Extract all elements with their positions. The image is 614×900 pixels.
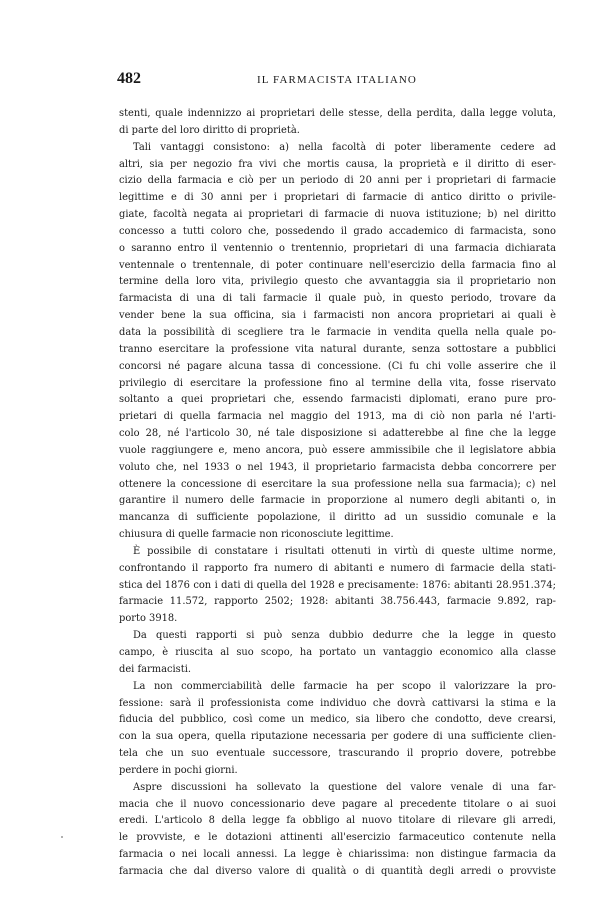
- text-line: con la sua opera, quella riputazione necessaria per godere di una sufficiente clien-: [119, 731, 556, 743]
- text-line: giate, facoltà negata ai proprietari di farmacie di nuova istituzione; b) nel diritto: [119, 209, 556, 221]
- text-line: termine della loro vita, privilegio questo che avvantaggia sia il proprietario non: [119, 276, 556, 288]
- paragraph-1: [119, 106, 556, 140]
- text-line: fessione: sarà il professionista come individuo che dovrà cattivarsi la stima e la: [119, 697, 556, 709]
- text-line: confrontando il rapporto fra numero di abitanti e numero di farmacie della stati-: [119, 562, 556, 574]
- page-header: [117, 70, 557, 90]
- text-line: fiducia del pubblico, così come un medico, sia libero che condotto, deve crearsi,: [119, 714, 556, 726]
- text-line: porto 3918.: [119, 613, 178, 625]
- text-line: vuole raggiungere e, meno ancora, può essere ammissibile che il legislatore abbia: [119, 444, 556, 456]
- text-line: tranno esercitare la professione vita natural durante, senza sottostare a pubblici: [119, 343, 556, 355]
- text-line: Da questi rapporti si può senza dubbio dedurre che la legge in questo: [133, 630, 556, 642]
- paragraph-4: [119, 628, 556, 679]
- text-line: farmacia che dal diverso valore di qualità o di quantità degli arredi o provviste: [119, 865, 556, 877]
- text-line: eredi. L'articolo 8 della legge fa obbligo al nuovo titolare di rilevare gli arredi,: [119, 815, 556, 827]
- text-line: chiusura di quelle farmacie non riconosciute legittime.: [119, 529, 394, 541]
- text-line: Tali vantaggi consistono: a) nella facoltà di poter liberamente cedere ad: [133, 141, 556, 153]
- body-text: [119, 106, 556, 881]
- text-line: stica del 1876 con i dati di quella del 1928 e precisamente: 1876: abitanti 28.951.374;: [119, 579, 556, 591]
- text-line: farmacista di una di tali farmacie il quale può, in questo periodo, trovare da: [119, 293, 556, 305]
- paragraph-2: [119, 140, 556, 544]
- text-line: ottenere la concessione di esercitare la sua professione nella sua farmacia); c) nel: [119, 478, 556, 490]
- text-line: concorsi né pagare alcuna tassa di concessione. (Ci fu chi volle asserire che il: [119, 360, 556, 372]
- text-line: dei farmacisti.: [119, 663, 191, 675]
- page-number: 482: [117, 70, 141, 87]
- paragraph-6: [119, 780, 556, 881]
- text-line: ventennale o trentennale, di poter continuare nell'esercizio della farmacia fino al: [119, 259, 556, 271]
- paragraph-5: [119, 679, 556, 780]
- text-line: È possibile di constatare i risultati ottenuti in virtù di queste ultime norme,: [133, 545, 556, 557]
- scan-speck: [61, 836, 63, 838]
- text-line: tela che un suo eventuale successore, trascurando il proprio dovere, potrebbe: [119, 748, 556, 760]
- text-line: farmacie 11.572, rapporto 2502; 1928: abitanti 38.756.443, farmacie 9.892, rap-: [119, 596, 556, 608]
- text-line: voluto che, nel 1933 o nel 1943, il proprietario farmacista debba concorrere per: [119, 461, 556, 473]
- text-line: macia che il nuovo concessionario deve pagare al precedente titolare o ai suoi: [119, 798, 556, 810]
- paragraph-3: [119, 544, 556, 628]
- text-line: perdere in pochi giorni.: [119, 764, 238, 776]
- text-line: La non commerciabilità delle farmacie ha per scopo il valorizzare la pro-: [133, 680, 556, 692]
- text-line: stenti, quale indennizzo ai proprietari delle stesse, della perdita, dalla legge voluta,: [119, 108, 556, 119]
- text-line: di parte del loro diritto di proprietà.: [119, 124, 300, 136]
- text-line: prietari di quella farmacia nel maggio del 1913, ma di ciò non parla né l'arti-: [119, 411, 556, 423]
- text-line: garantire il numero delle farmacie in proporzione al numero degli abitanti o, in: [119, 495, 556, 507]
- text-line: o saranno entro il ventennio o trentennio, proprietari di una farmacia dichiarata: [119, 242, 556, 254]
- text-line: campo, è riuscita al suo scopo, ha portato un vantaggio economico alla classe: [119, 647, 556, 658]
- text-line: Aspre discussioni ha sollevato la questione del valore venale di una far-: [133, 781, 556, 793]
- text-line: concesso a tutti coloro che, possedendo il grado accademico di farmacista, sono: [119, 225, 556, 237]
- text-line: mancanza di sufficiente popolazione, il diritto ad un sussidio comunale e la: [119, 512, 556, 524]
- text-line: legittime e di 30 anni per i proprietari di farmacie di antico diritto o privile-: [119, 192, 556, 204]
- text-line: soltanto a quei proprietari che, essendo farmacisti diplomati, erano pure pro-: [119, 394, 556, 406]
- text-line: vender bene la sua officina, sia i farmacisti non ancora proprietari ai quali è: [119, 310, 556, 322]
- text-line: altri, sia per negozio fra vivi che mortis causa, la proprietà e il diritto di eser-: [119, 158, 556, 170]
- text-line: le provviste, e le dotazioni attinenti all'esercizio farmaceutico contenute nella: [119, 832, 556, 844]
- text-line: colo 28, né l'articolo 30, né tale disposizione si adatterebbe al fine che la legge: [119, 428, 556, 440]
- text-line: farmacia o nei locali annessi. La legge è chiarissima: non distingue farmacia da: [119, 849, 556, 861]
- running-title: IL FARMACISTA ITALIANO: [257, 74, 417, 86]
- text-line: data la possibilità di scegliere tra le farmacie in vendita quella nella quale po-: [119, 326, 556, 338]
- text-line: cizio della farmacia e ciò per un periodo di 20 anni per i proprietari di farmacie: [119, 175, 556, 187]
- text-line: privilegio di esercitare la professione fino al termine della vita, fosse riservato: [119, 377, 556, 389]
